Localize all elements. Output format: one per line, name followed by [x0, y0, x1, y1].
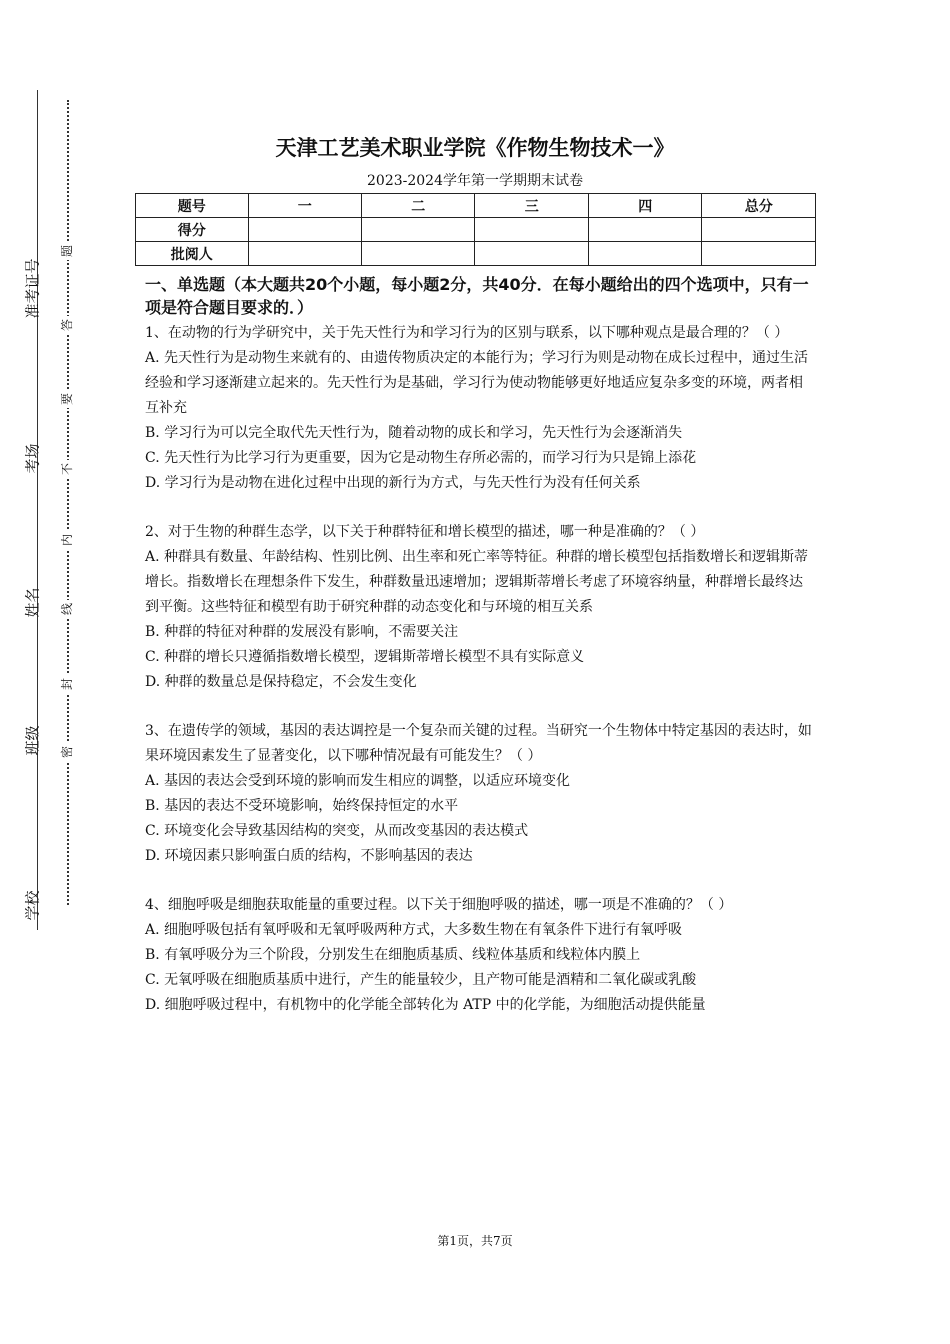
score-table-row-grader	[136, 242, 816, 266]
score-table-header-cell: 一	[248, 194, 361, 218]
option-b: B. 学习行为可以完全取代先天性行为，随着动物的成长和学习，先天性行为会逐渐消失	[145, 425, 683, 441]
option-c: C. 种群的增长只遵循指数增长模型，逻辑斯蒂增长模型不具有实际意义	[145, 649, 585, 665]
grader-cell	[702, 242, 816, 266]
seal-char: 线	[60, 600, 74, 618]
option-a: A. 种群具有数量、年龄结构、性别比例、出生率和死亡率等特征。种群的增长模型包括指数增长和逻辑斯蒂增长。指数增长在理想条件下发生，种群数量迅速增加；逻辑斯蒂增长考虑了环境容纳量，种群增长最终达到平衡。这些特征和模型有助于研究种群的动态变化和与环境的相互关系	[145, 549, 809, 615]
option-c: C. 无氧呼吸在细胞质基质中进行，产生的能量较少，且产物可能是酒精和二氧化碳或乳酸	[145, 972, 697, 988]
question-2	[145, 520, 813, 695]
seal-char: 封	[60, 675, 74, 693]
option-d: D. 学习行为是动物在进化过程中出现的新行为方式，与先天性行为没有任何关系	[145, 475, 641, 491]
score-table-header-cell: 题号	[136, 194, 249, 218]
question-stem: 4、细胞呼吸是细胞获取能量的重要过程。以下关于细胞呼吸的描述，哪一项是不准确的？（ ）	[145, 897, 733, 913]
option-a: A. 基因的表达会受到环境的影响而发生相应的调整，以适应环境变化	[145, 773, 571, 789]
seal-char: 内	[60, 531, 74, 549]
score-table-header-cell: 四	[588, 194, 701, 218]
score-cell	[588, 218, 701, 242]
score-table-header-cell: 三	[475, 194, 588, 218]
option-d: D. 种群的数量总是保持稳定，不会发生变化	[145, 674, 417, 690]
score-table-row-label: 得分	[136, 218, 249, 242]
score-cell	[702, 218, 816, 242]
option-a: A. 细胞呼吸包括有氧呼吸和无氧呼吸两种方式，大多数生物在有氧条件下进行有氧呼吸	[145, 922, 683, 938]
grader-cell	[475, 242, 588, 266]
score-table-header-cell: 总分	[702, 194, 816, 218]
grader-cell	[361, 242, 474, 266]
question-1	[145, 321, 813, 496]
seal-char: 密	[60, 743, 74, 761]
option-c: C. 先天性行为比学习行为更重要，因为它是动物生存所必需的，而学习行为只是锦上添花	[145, 450, 697, 466]
label-name: 姓名	[23, 587, 42, 618]
seal-char: 要	[60, 390, 74, 408]
score-table-row-score	[136, 218, 816, 242]
label-exam-number: 准考证号	[23, 258, 42, 319]
score-table-row-label: 批阅人	[136, 242, 249, 266]
option-b: B. 有氧呼吸分为三个阶段，分别发生在细胞质基质、线粒体基质和线粒体内膜上	[145, 947, 641, 963]
option-d: D. 环境因素只影响蛋白质的结构，不影响基因的表达	[145, 848, 473, 864]
option-c: C. 环境变化会导致基因结构的突变，从而改变基因的表达模式	[145, 823, 529, 839]
grader-cell	[588, 242, 701, 266]
question-3	[145, 719, 813, 869]
score-table-header-cell: 二	[361, 194, 474, 218]
section-title: 一、单选题（本大题共20个小题，每小题2分，共40分．在每小题给出的四个选项中，只有一项是符合题目要求的．）	[145, 275, 809, 317]
seal-char: 题	[60, 242, 74, 260]
option-b: B. 种群的特征对种群的发展没有影响，不需要关注	[145, 624, 459, 640]
option-b: B. 基因的表达不受环境影响，始终保持恒定的水平	[145, 798, 459, 814]
question-stem: 3、在遗传学的领域，基因的表达调控是一个复杂而关键的过程。当研究一个生物体中特定基因的表达时，如果环境因素发生了显著变化，以下哪种情况最有可能发生？（ ）	[145, 723, 812, 764]
grader-cell	[248, 242, 361, 266]
exam-title: 天津工艺美术职业学院《作物生物技术一》	[275, 136, 675, 160]
label-exam-room: 考场	[23, 443, 42, 474]
margin-dotted-line	[67, 100, 69, 905]
score-cell	[475, 218, 588, 242]
option-a: A. 先天性行为是动物生来就有的、由遗传物质决定的本能行为；学习行为则是动物在成长过程中，通过生活经验和学习逐渐建立起来的。先天性行为是基础，学习行为使动物能够更好地适应复杂多变的环境，两者相互补充	[145, 350, 809, 416]
page-number: 第1页，共7页	[437, 1234, 513, 1248]
binding-margin	[0, 0, 100, 1344]
score-table-header-row	[136, 194, 816, 218]
seal-char: 不	[60, 460, 74, 478]
margin-solid-line	[37, 90, 38, 930]
score-cell	[248, 218, 361, 242]
seal-char: 答	[60, 316, 74, 334]
label-class: 班级	[23, 725, 42, 756]
exam-content	[145, 273, 813, 1018]
score-table	[135, 193, 816, 266]
question-stem: 1、在动物的行为学研究中，关于先天性行为和学习行为的区别与联系，以下哪种观点是最合理的？（ ）	[145, 325, 789, 341]
option-d: D. 细胞呼吸过程中，有机物中的化学能全部转化为 ATP 中的化学能，为细胞活动提供能量	[145, 997, 706, 1013]
question-stem: 2、对于生物的种群生态学，以下关于种群特征和增长模型的描述，哪一种是准确的？（ ）	[145, 524, 705, 540]
exam-subtitle: 2023-2024学年第一学期期末试卷	[367, 173, 583, 189]
label-school: 学校	[23, 890, 42, 921]
score-cell	[361, 218, 474, 242]
question-4	[145, 893, 813, 1018]
